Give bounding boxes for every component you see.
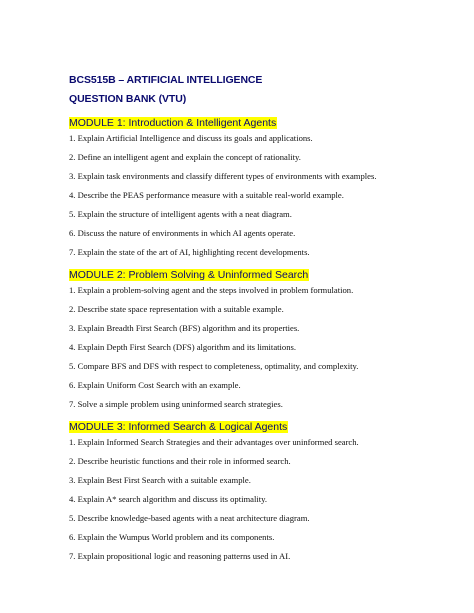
module-1-question-6: 6. Discuss the nature of environments in which AI agents operate. <box>69 228 296 238</box>
question-bank-title: QUESTION BANK (VTU) <box>69 93 187 105</box>
module-3-heading-text: MODULE 3: Informed Search & Logical Agents <box>69 421 288 433</box>
module-2-question-7: 7. Solve a simple problem using uninformed search strategies. <box>69 399 283 409</box>
module-1-heading-text: MODULE 1: Introduction & Intelligent Agents <box>69 117 277 129</box>
module-3-question-7: 7. Explain propositional logic and reasoning patterns used in AI. <box>69 551 291 561</box>
module-2-question-2: 2. Describe state space representation with a suitable example. <box>69 304 284 314</box>
module-2-heading <box>69 269 449 282</box>
module-2-question-3: 3. Explain Breadth First Search (BFS) algorithm and its properties. <box>69 323 300 333</box>
module-3-question-6: 6. Explain the Wumpus World problem and its components. <box>69 532 275 542</box>
module-3-question-2: 2. Describe heuristic functions and their role in informed search. <box>69 456 291 466</box>
module-3-question-1: 1. Explain Informed Search Strategies and their advantages over uninformed search. <box>69 437 359 447</box>
module-2-heading-text: MODULE 2: Problem Solving & Uninformed Search <box>69 269 309 281</box>
module-1-question-3: 3. Explain task environments and classify different types of environments with examples. <box>69 171 377 181</box>
module-1-question-4: 4. Describe the PEAS performance measure with a suitable real-world example. <box>69 190 344 200</box>
module-3-question-5: 5. Describe knowledge-based agents with a neat architecture diagram. <box>69 513 310 523</box>
module-2-question-5: 5. Compare BFS and DFS with respect to completeness, optimality, and complexity. <box>69 361 359 371</box>
module-2-question-4: 4. Explain Depth First Search (DFS) algorithm and its limitations. <box>69 342 296 352</box>
module-3-question-3: 3. Explain Best First Search with a suitable example. <box>69 475 251 485</box>
course-title: BCS515B – ARTIFICIAL INTELLIGENCE <box>69 74 263 86</box>
module-1-heading <box>69 117 449 130</box>
module-1-question-2: 2. Define an intelligent agent and explain the concept of rationality. <box>69 152 301 162</box>
module-1-question-7: 7. Explain the state of the art of AI, highlighting recent developments. <box>69 247 310 257</box>
module-1-question-1: 1. Explain Artificial Intelligence and discuss its goals and applications. <box>69 133 313 143</box>
module-1-question-5: 5. Explain the structure of intelligent agents with a neat diagram. <box>69 209 292 219</box>
document-content <box>69 74 449 570</box>
module-2-question-1: 1. Explain a problem-solving agent and the steps involved in problem formulation. <box>69 285 354 295</box>
module-3-heading <box>69 421 449 434</box>
module-2-question-6: 6. Explain Uniform Cost Search with an example. <box>69 380 241 390</box>
module-3-question-4: 4. Explain A* search algorithm and discuss its optimality. <box>69 494 268 504</box>
